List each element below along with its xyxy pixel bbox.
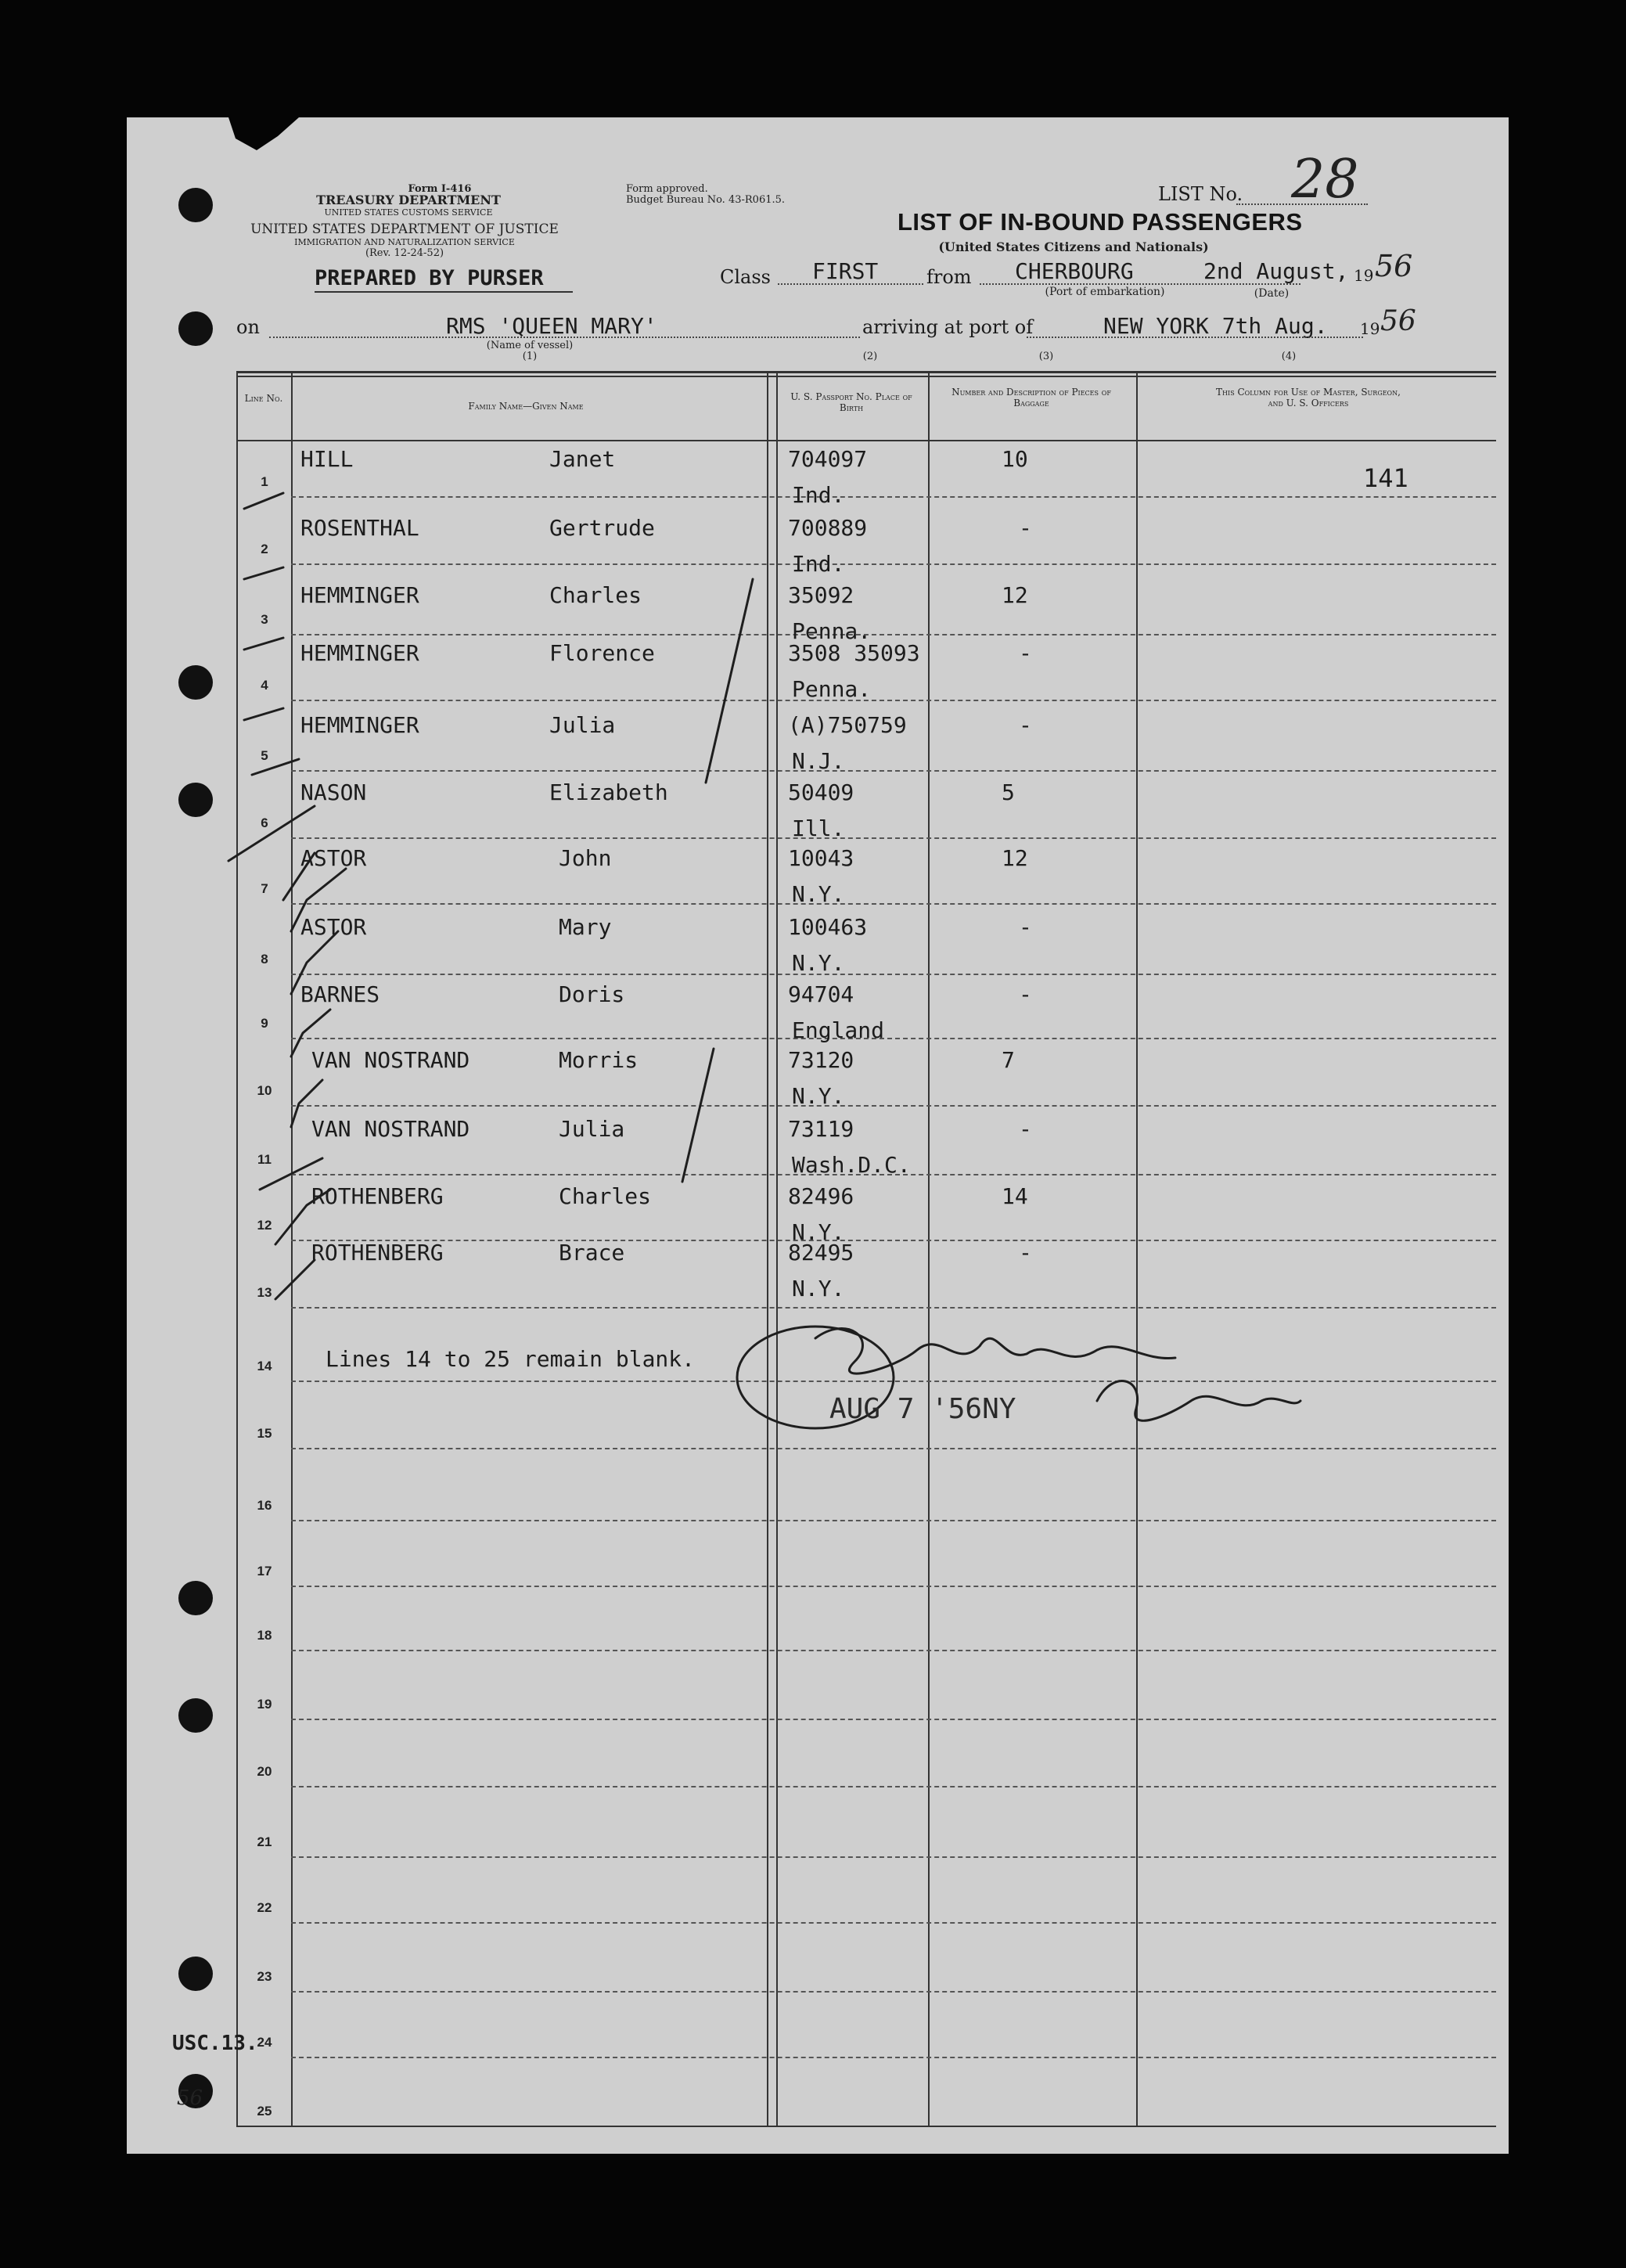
passenger-birth: Ind. [792,482,845,508]
passenger-family: HEMMINGER [300,640,419,666]
line-number: 24 [257,2035,272,2050]
class-label: Class [720,266,771,288]
passenger-family: ROSENTHAL [300,515,419,541]
line-number: 17 [257,1564,272,1579]
year-value-1: 56 [1375,249,1413,283]
passenger-given: John [559,845,612,871]
col-passport: U. S. Passport No. Place of Birth [790,391,912,413]
form-title: LIST OF IN-BOUND PASSENGERS [898,208,1303,236]
passenger-passport: 82495 [788,1240,854,1265]
passenger-family: VAN NOSTRAND [311,1116,470,1142]
handwriting-overlay [127,117,1509,2154]
passenger-given: Brace [559,1240,625,1265]
customs-service: UNITED STATES CUSTOMS SERVICE [324,207,493,218]
line-number: 8 [261,952,268,967]
passenger-given: Florence [549,640,655,666]
passenger-family: ASTOR [300,914,367,940]
passenger-birth: Penna. [792,618,872,644]
passenger-birth: Ill. [792,815,845,841]
passenger-passport: 50409 [788,779,854,805]
line-number: 20 [257,1764,272,1779]
passenger-given: Janet [549,446,616,472]
passenger-baggage: - [1019,914,1032,940]
passenger-given: Charles [559,1183,652,1209]
passenger-baggage: 5 [1002,779,1015,805]
passenger-baggage: - [1019,1240,1032,1265]
arriving-label: arriving at port of [862,316,1034,338]
passenger-passport: 73120 [788,1047,854,1073]
list-no-label: LIST No. [1158,183,1243,205]
line-number: 11 [257,1152,272,1167]
passenger-baggage: 12 [1002,845,1028,871]
passenger-birth: N.J. [792,748,845,774]
on-label: on [236,316,260,338]
passenger-baggage: 12 [1002,582,1028,608]
passenger-passport: 100463 [788,914,868,940]
form-approved: Form approved. [626,183,708,195]
passenger-passport: 94704 [788,981,854,1007]
passenger-passport: 3508 35093 [788,640,920,666]
passenger-baggage: - [1019,515,1032,541]
form-page [127,117,1509,2154]
passenger-family: HEMMINGER [300,712,419,738]
line-number: 22 [257,1900,272,1915]
passenger-family: BARNES [300,981,380,1007]
port-embark-caption: (Port of embarkation) [1045,286,1165,298]
passenger-birth: Wash.D.C. [792,1152,911,1178]
prepared-by: PREPARED BY PURSER [315,266,544,290]
line-number: 12 [257,1218,272,1233]
passenger-family: ROTHENBERG [311,1240,444,1265]
passenger-baggage: 14 [1002,1183,1028,1209]
list-number: 28 [1291,149,1359,211]
passenger-given: Charles [549,582,642,608]
line-number: 10 [257,1083,272,1098]
passenger-given: Elizabeth [549,779,668,805]
from-label: from [926,266,972,288]
line-number: 21 [257,1834,272,1849]
passenger-birth: N.Y. [792,1276,845,1301]
line-number: 2 [261,542,268,556]
line-number: 16 [257,1498,272,1513]
caption-1: (1) [522,351,538,362]
col-officers: This Column for Use of Master, Surgeon, and U. S. Officers [1216,387,1401,409]
arrival-stamp: AUG 7 '56NY [829,1393,1016,1425]
caption-2: (2) [862,351,878,362]
passenger-birth: England [792,1017,885,1043]
passenger-given: Morris [559,1047,639,1073]
margin-code: USC.13. [172,2032,258,2055]
passenger-baggage: 7 [1002,1047,1015,1073]
passenger-passport: 700889 [788,515,868,541]
ins-name: IMMIGRATION AND NATURALIZATION SERVICE [294,237,515,247]
passenger-family: HILL [300,446,354,472]
passenger-birth: Ind. [792,551,845,577]
justice-department: UNITED STATES DEPARTMENT OF JUSTICE [250,221,559,237]
passenger-passport: 10043 [788,845,854,871]
caption-4: (4) [1281,351,1297,362]
form-number: Form I-416 [408,183,472,195]
officer-total: 141 [1363,463,1408,493]
line-number: 23 [257,1969,272,1984]
passenger-given: Doris [559,981,625,1007]
col-baggage: Number and Description of Pieces of Baggage [951,387,1111,409]
line-number: 19 [257,1697,272,1712]
department-name: TREASURY DEPARTMENT [316,193,501,207]
passenger-family: NASON [300,779,367,805]
passenger-baggage: 10 [1002,446,1028,472]
vessel-name: RMS 'QUEEN MARY' [446,313,657,339]
class-value: FIRST [812,258,879,284]
date-caption: (Date) [1254,287,1290,300]
passenger-given: Gertrude [549,515,655,541]
col-family-name: Family Name—Given Name [468,401,584,412]
form-subtitle: (United States Citizens and Nationals) [938,239,1209,254]
passenger-passport: 73119 [788,1116,854,1142]
passenger-given: Mary [559,914,612,940]
passenger-baggage: - [1019,1116,1032,1142]
line-number: 13 [257,1285,272,1300]
line-number: 9 [261,1016,268,1031]
passenger-passport: 82496 [788,1183,854,1209]
budget-bureau: Budget Bureau No. 43-R061.5. [626,194,786,206]
line-number: 18 [257,1628,272,1643]
passenger-family: ASTOR [300,845,367,871]
passenger-baggage: - [1019,981,1032,1007]
passenger-passport: (A)750759 [788,712,907,738]
line-number: 6 [261,815,268,830]
passenger-birth: Penna. [792,676,872,702]
col-line-no: Line No. [244,393,283,404]
margin-note: 56 [177,2086,203,2110]
line-number: 25 [257,2104,272,2119]
passenger-birth: N.Y. [792,950,845,976]
revision-date: (Rev. 12-24-52) [365,247,444,259]
passenger-given: Julia [559,1116,625,1142]
passenger-family: HEMMINGER [300,582,419,608]
line-number: 1 [261,474,268,489]
passenger-family: ROTHENBERG [311,1183,444,1209]
passenger-passport: 704097 [788,446,868,472]
line-number: 4 [261,678,268,693]
passenger-given: Julia [549,712,616,738]
line-number: 14 [257,1359,272,1373]
passenger-birth: N.Y. [792,881,845,907]
line-number: 5 [261,748,268,763]
passenger-baggage: - [1019,712,1032,738]
year-value-2: 56 [1380,305,1416,337]
year-prefix-2: 19 [1360,319,1380,338]
line-number: 7 [261,881,268,896]
caption-3: (3) [1038,351,1054,362]
passenger-birth: N.Y. [792,1219,845,1245]
passenger-birth: N.Y. [792,1083,845,1109]
passenger-passport: 35092 [788,582,854,608]
arrival-port-date: NEW YORK 7th Aug. [1103,313,1328,339]
vessel-caption: (Name of vessel) [486,340,574,351]
line-number: 3 [261,612,268,627]
passenger-baggage: - [1019,640,1032,666]
from-value: CHERBOURG [1015,258,1134,284]
line-number: 15 [257,1426,272,1441]
passenger-family: VAN NOSTRAND [311,1047,470,1073]
year-prefix-1: 19 [1354,266,1374,285]
blank-lines-remark: Lines 14 to 25 remain blank. [326,1346,696,1372]
departure-date: 2nd August, [1203,258,1349,284]
